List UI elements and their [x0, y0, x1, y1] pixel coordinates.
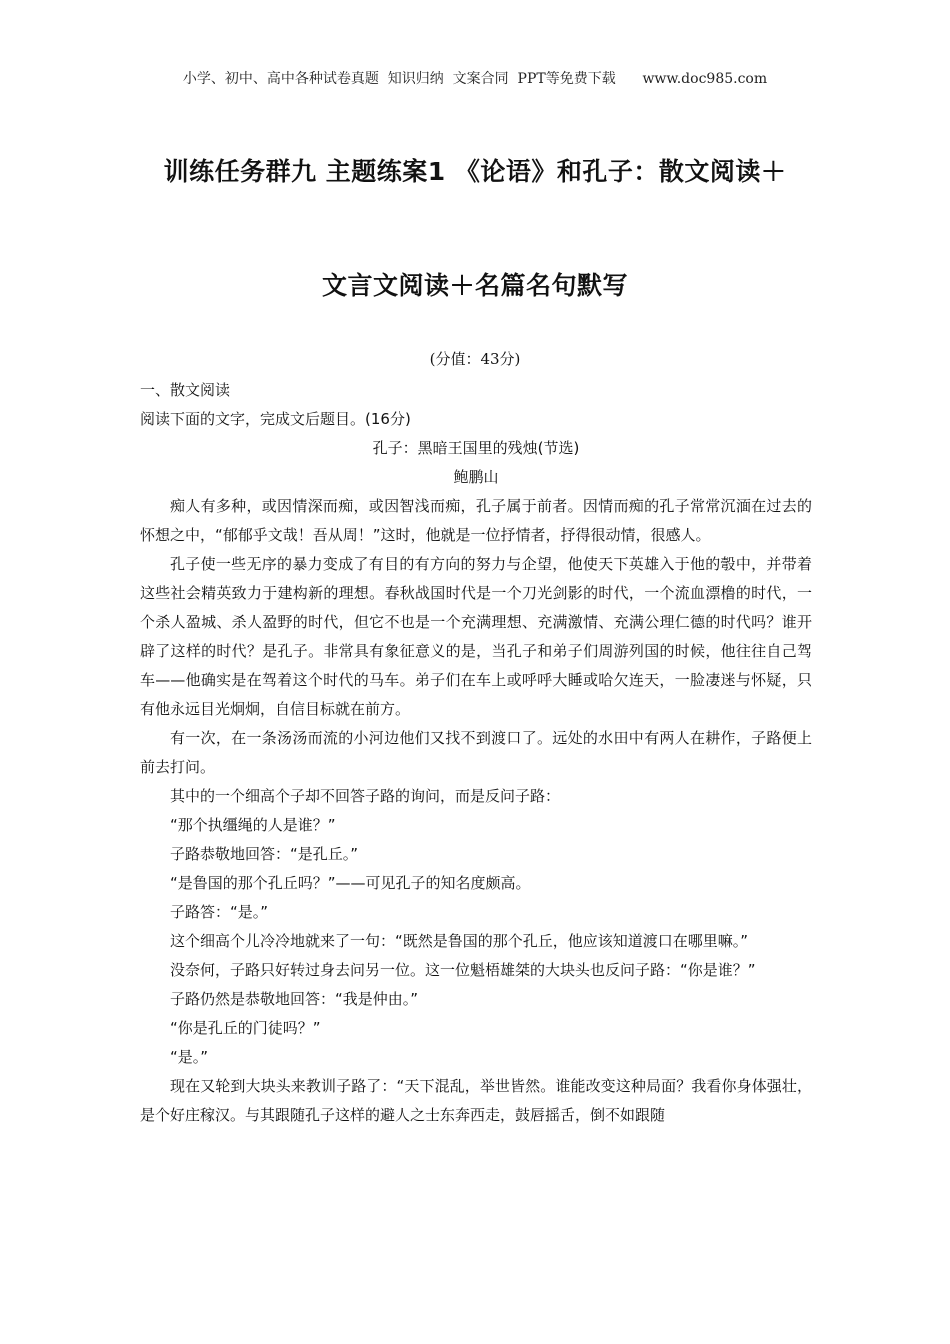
paragraph: 没奈何，子路只好转过身去问另一位。这一位魁梧雄桀的大块头也反问子路：“你是谁？”: [170, 961, 756, 979]
dialogue-line: 子路仍然是恭敬地回答：“我是仲由。”: [170, 990, 419, 1008]
dialogue-line: 子路恭敬地回答：“是孔丘。”: [170, 845, 359, 863]
article-title: 孔子：黑暗王国里的残烛(节选): [372, 439, 580, 457]
paragraph: 这个细高个儿冷冷地就来了一句：“既然是鲁国的那个孔丘，他应该知道渡口在哪里嘛。”: [170, 932, 749, 950]
dialogue-line: “那个执缰绳的人是谁？”: [170, 816, 336, 834]
score-note: (分值：43分): [429, 350, 521, 368]
instruction: 阅读下面的文字，完成文后题目。(16分): [140, 410, 411, 428]
paragraph: 孔子使一些无序的暴力变成了有目的有方向的努力与企望，他使天下英雄入于他的彀中，并带着这些社会精英致力于建构新的理想。春秋战国时代是一个刀光剑影的时代，一个流血漂橹的时代，一个杀人盈城、杀人盈野的时代，但它不也是一个充满理想、充满激情、充满公理仁德的时代吗？谁开辟了这样的时代？是孔子。非常具有象征意义的是，当孔子和弟子们周游列国的时候，他往往自己驾车——他确实是在驾着这个时代的马车。弟子们在车上或呼呼大睡或哈欠连天，一脸凄迷与怀疑，只有他永远目光炯炯，自信目标就在前方。: [140, 555, 812, 718]
dialogue-line: “你是孔丘的门徒吗？”: [170, 1019, 321, 1037]
page-title-line-2: 文言文阅读＋名篇名句默写: [321, 271, 628, 300]
section-heading: 一、散文阅读: [140, 381, 231, 399]
dialogue-line: “是鲁国的那个孔丘吗？”——可见孔子的知名度颇高。: [170, 874, 531, 892]
paragraph: 其中的一个细高个子却不回答子路的询问，而是反问子路：: [170, 787, 561, 805]
article-author: 鲍鹏山: [453, 468, 499, 486]
paragraph: 痴人有多种，或因情深而痴，或因智浅而痴，孔子属于前者。因情而痴的孔子常常沉湎在过去的怀想之中，“郁郁乎文哉！吾从周！”这时，他就是一位抒情者，抒得很动情，很感人。: [140, 497, 812, 544]
page-title-line-1: 训练任务群九 主题练案1 《论语》和孔子：散文阅读＋: [163, 157, 787, 186]
paragraph: 现在又轮到大块头来教训子路了：“天下混乱，举世皆然。谁能改变这种局面？我看你身体强壮，是个好庄稼汉。与其跟随孔子这样的避人之士东奔西走，鼓唇摇舌，倒不如跟随: [140, 1077, 812, 1124]
content-body: [140, 376, 812, 1130]
dialogue-line: “是。”: [170, 1048, 209, 1066]
paragraph: 有一次，在一条汤汤而流的小河边他们又找不到渡口了。远处的水田中有两人在耕作，子路便上前去打问。: [140, 729, 812, 776]
dialogue-line: 子路答：“是。”: [170, 903, 269, 921]
page-header: 小学、初中、高中各种试卷真题 知识归纳 文案合同 PPT等免费下载 www.doc985.com: [182, 71, 768, 87]
